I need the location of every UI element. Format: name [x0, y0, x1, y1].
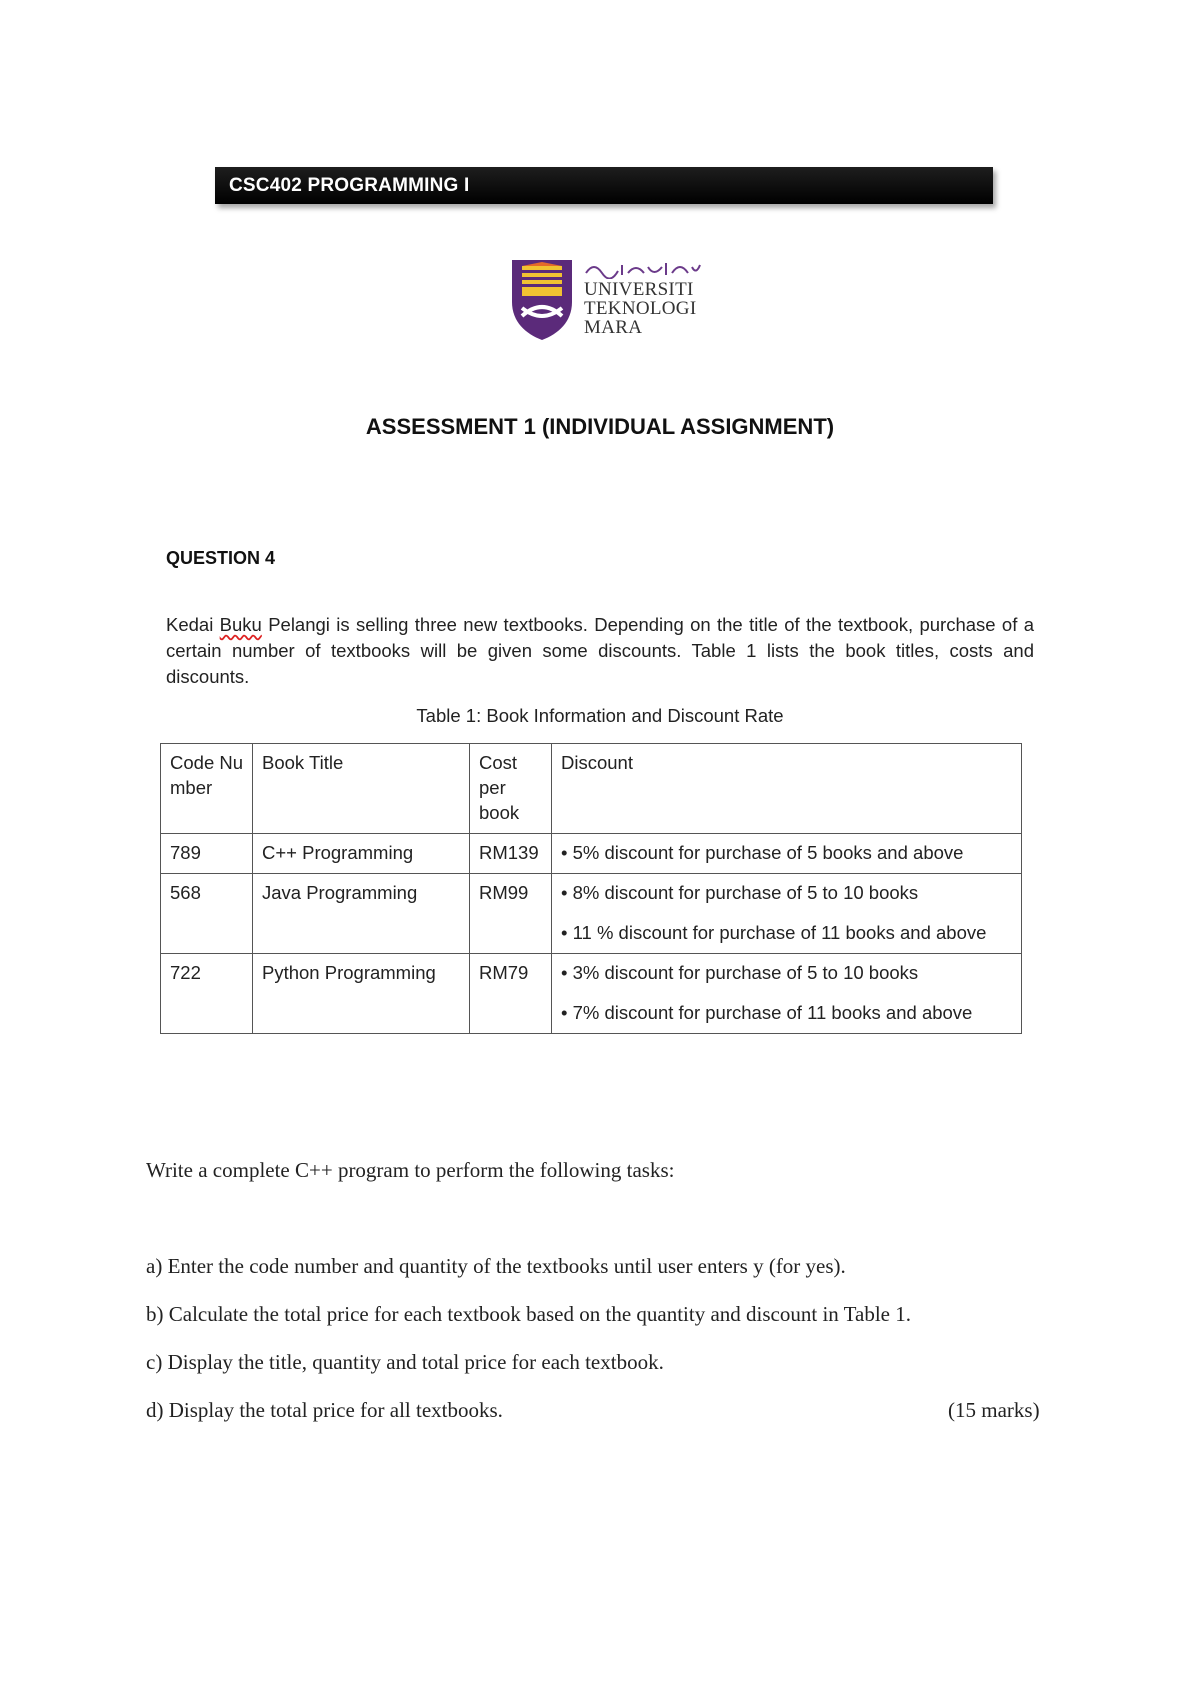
- book-info-table: [160, 743, 1022, 1034]
- row-cost: RM99: [470, 874, 552, 954]
- course-title: CSC402 PROGRAMMING I: [229, 175, 470, 196]
- discount-item: • 8% discount for purchase of 5 to 10 books: [561, 882, 919, 903]
- university-logo: [508, 258, 703, 343]
- table-row: [161, 834, 1022, 874]
- logo-line-3: MARA: [584, 317, 643, 338]
- crest-icon: [508, 258, 576, 341]
- task-b: b) Calculate the total price for each textbook based on the quantity and discount in Table 1.: [146, 1302, 911, 1326]
- logo-wordmark: [584, 280, 696, 337]
- table-caption: Table 1: Book Information and Discount Rate: [416, 705, 784, 726]
- row-discount: [552, 874, 1022, 954]
- table-row: [161, 954, 1022, 1034]
- logo-line-1: UNIVERSITI: [584, 279, 694, 300]
- discount-item: • 5% discount for purchase of 5 books and above: [561, 842, 964, 863]
- assessment-title: ASSESSMENT 1 (INDIVIDUAL ASSIGNMENT): [365, 414, 835, 439]
- row-discount: [552, 954, 1022, 1034]
- row-title: Python Programming: [253, 954, 470, 1034]
- intro-paragraph: [166, 612, 1034, 690]
- task-a: a) Enter the code number and quantity of the textbooks until user enters y (for yes).: [146, 1254, 846, 1278]
- row-code: 722: [161, 954, 253, 1034]
- row-title: Java Programming: [253, 874, 470, 954]
- question-heading: QUESTION 4: [166, 548, 276, 568]
- header-title: Book Title: [253, 744, 470, 834]
- row-cost: RM79: [470, 954, 552, 1034]
- discount-item: • 3% discount for purchase of 5 to 10 books: [561, 962, 919, 983]
- row-cost: RM139: [470, 834, 552, 874]
- discount-item: • 11 % discount for purchase of 11 books and above: [561, 922, 987, 943]
- task-d: d) Display the total price for all textbooks.: [146, 1398, 503, 1422]
- header-cost: Cost per book: [470, 744, 552, 834]
- task-c: c) Display the title, quantity and total price for each textbook.: [146, 1350, 664, 1374]
- jawi-script-icon: [584, 259, 702, 279]
- marks-label: (15 marks): [948, 1398, 1040, 1422]
- spellcheck-word: Buku: [219, 614, 262, 635]
- logo-line-2: TEKNOLOGI: [584, 298, 697, 319]
- row-discount: [552, 834, 1022, 874]
- header-code: Code Number: [161, 744, 253, 834]
- intro-before: Kedai: [166, 614, 220, 635]
- row-code: 568: [161, 874, 253, 954]
- table-row: [161, 874, 1022, 954]
- discount-item: • 7% discount for purchase of 11 books and above: [561, 1002, 973, 1023]
- row-title: C++ Programming: [253, 834, 470, 874]
- intro-after: Pelangi is selling three new textbooks. Depending on the title of the textbook, purchase of a certain number of textbooks will be given some discounts. Table 1 lists the book titles, costs and discounts.: [166, 614, 1034, 687]
- header-discount: Discount: [552, 744, 1022, 834]
- course-header-bar: [215, 167, 993, 204]
- instructions-lead: Write a complete C++ program to perform the following tasks:: [146, 1158, 675, 1182]
- table-header-row: [161, 744, 1022, 834]
- row-code: 789: [161, 834, 253, 874]
